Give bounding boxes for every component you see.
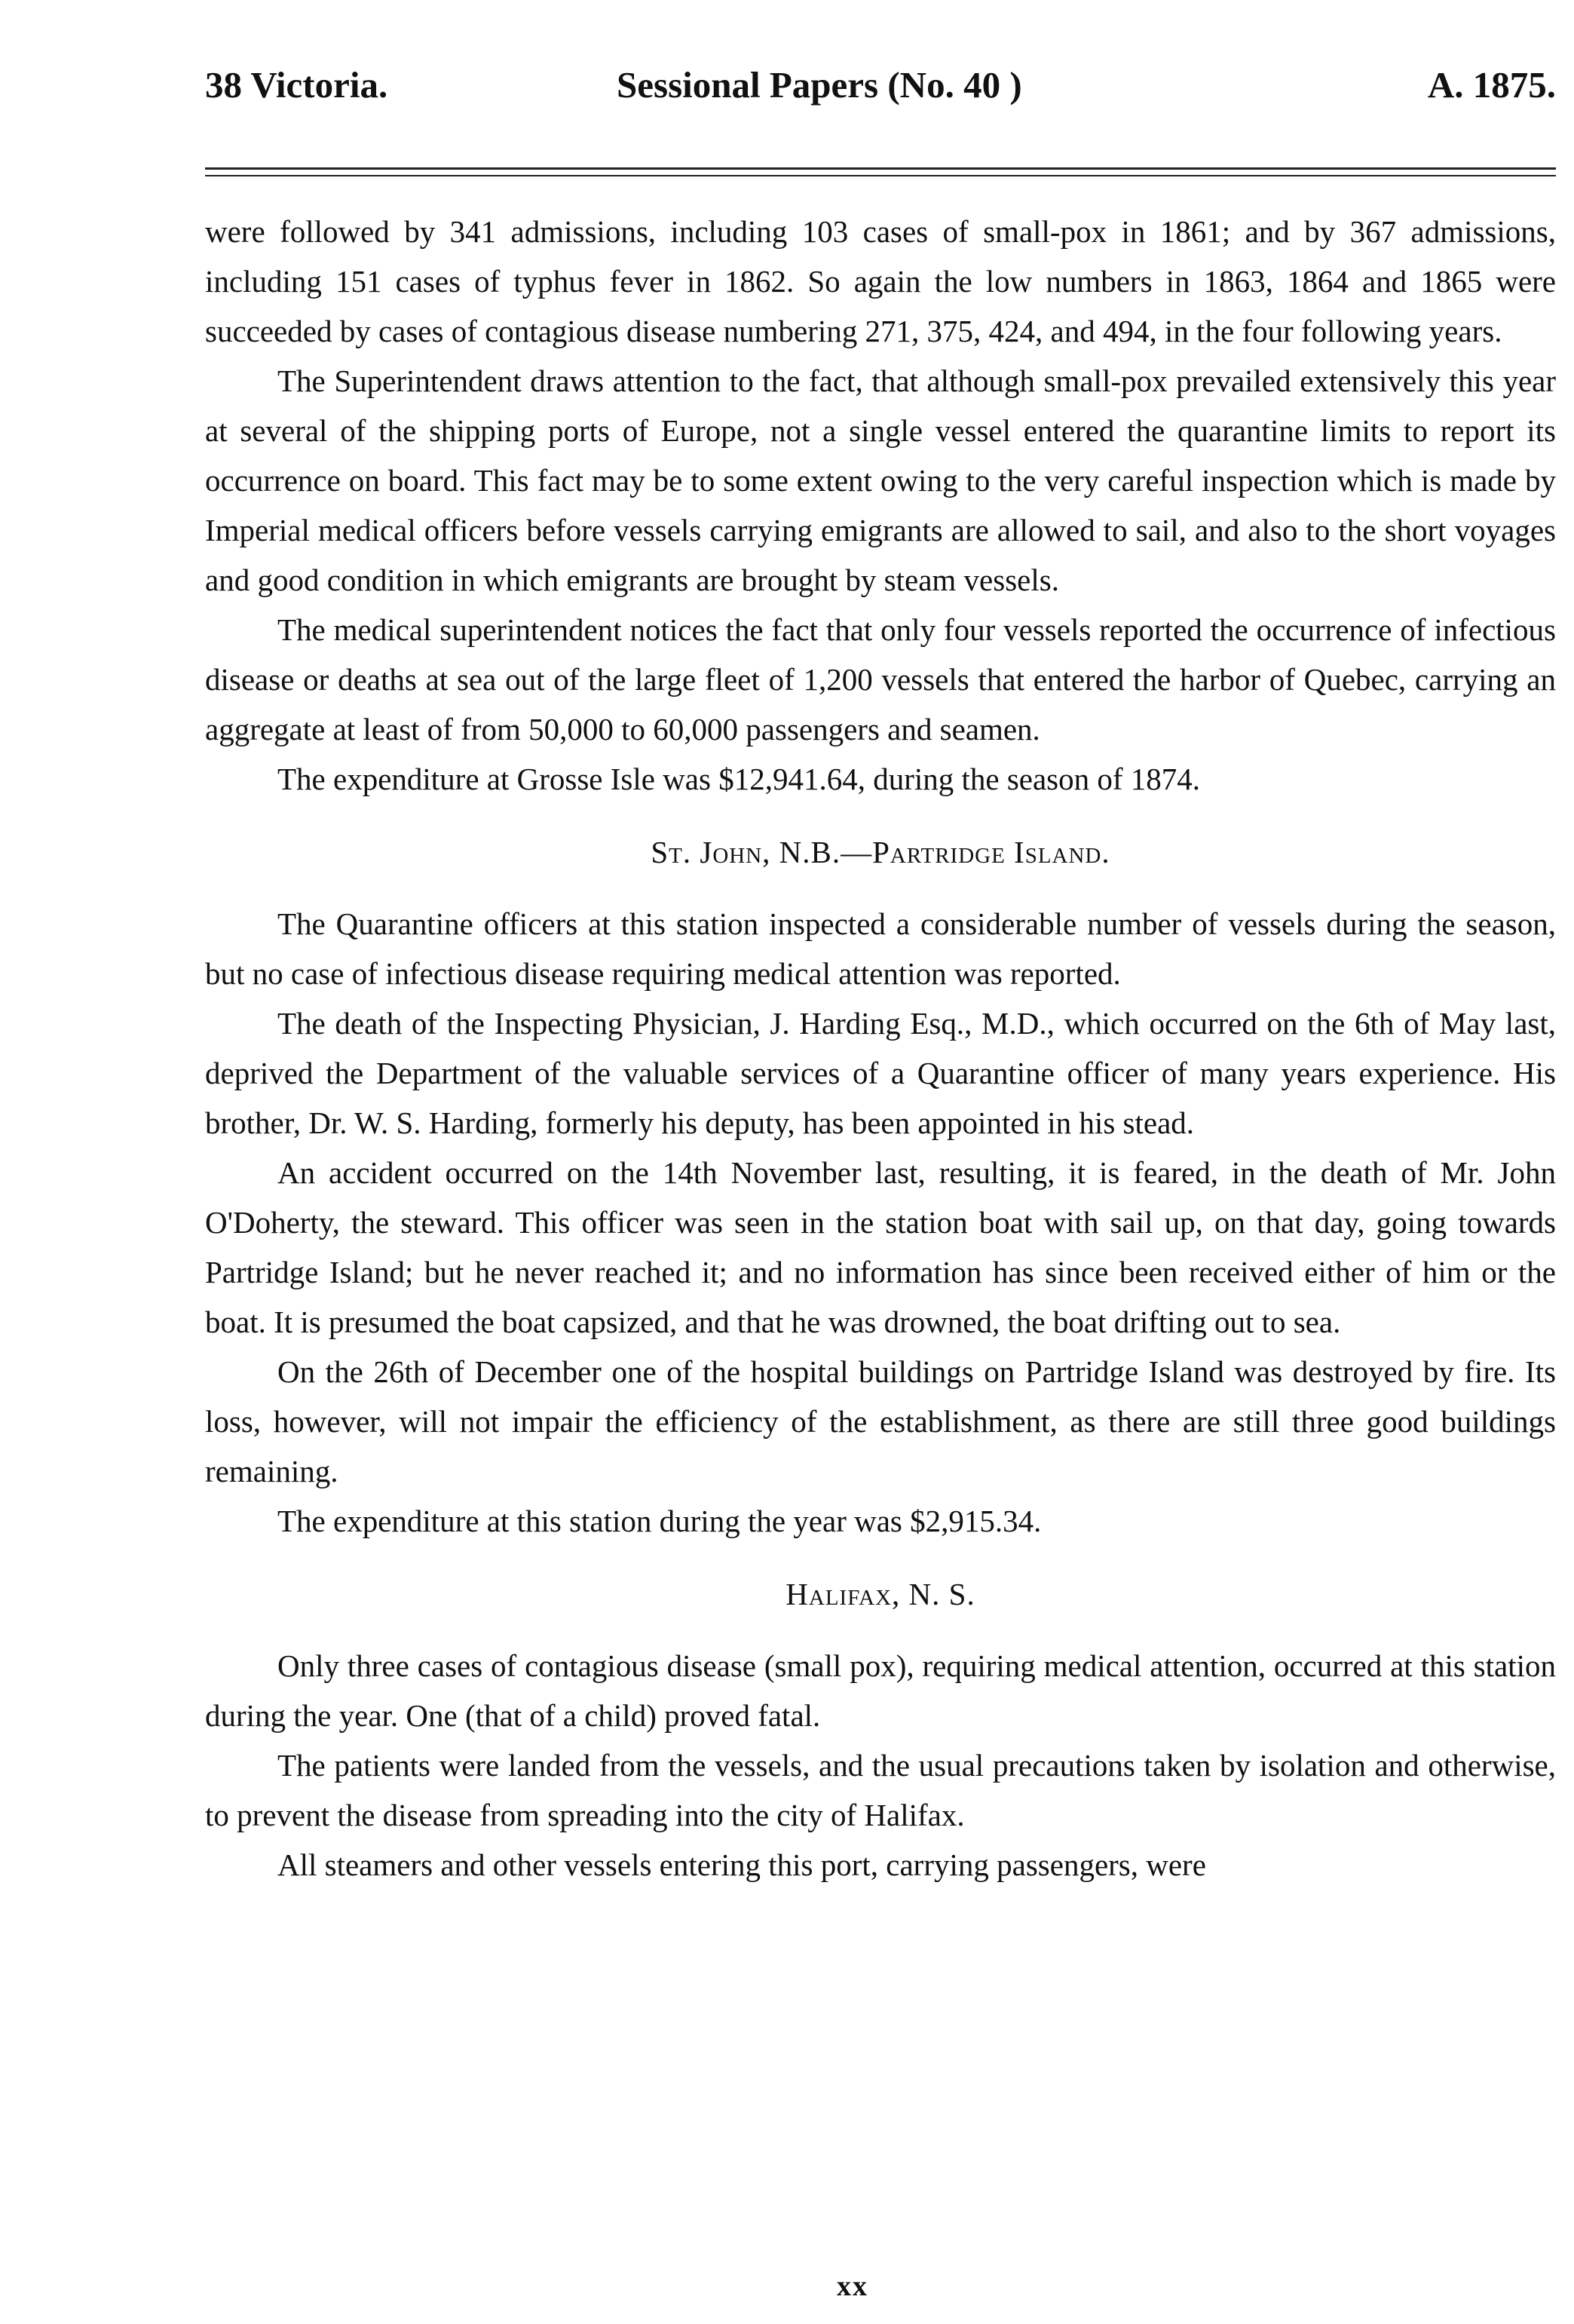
- paragraph: The Superintendent draws attention to the fact, that although small-pox prevailed extensively this year at several of the shipping ports of Europe, not a single vessel entered the quarantine limits to report its occurrence on board. This fact may be to some extent owing to the very careful inspection which is made by Imperial medical officers before vessels carrying emigrants are allowed to sail, and also to the short voyages and good condition in which emigrants are brought by steam vessels.: [205, 363, 1556, 597]
- page-header: [205, 63, 1556, 124]
- header-rule-top: [205, 167, 1556, 170]
- paragraph: Only three cases of contagious disease (small pox), requiring medical attention, occurred at this station during the year. One (that of a child) proved fatal.: [205, 1648, 1556, 1733]
- header-year: A. 1875.: [1427, 64, 1556, 106]
- paragraph: The expenditure at Grosse Isle was $12,941.64, during the season of 1874.: [277, 762, 1201, 796]
- signature-mark: xx: [837, 2270, 868, 2302]
- paragraph: The patients were landed from the vessels, and the usual precautions taken by isolation and otherwise, to prevent the disease from spreading into the city of Halifax.: [205, 1748, 1556, 1832]
- paragraph: All steamers and other vessels entering this port, carrying passengers, were: [277, 1847, 1206, 1882]
- paragraph: The expenditure at this station during the year was $2,915.34.: [277, 1504, 1042, 1538]
- header-session: 38 Victoria.: [205, 64, 388, 106]
- header-sessional-papers: Sessional Papers (No. 40 ): [617, 64, 1022, 106]
- body-text: [205, 207, 1556, 1890]
- paragraph: The death of the Inspecting Physician, J. Harding Esq., M.D., which occurred on the 6th of May last, deprived the Department of the valuable services of a Quarantine officer of many years experience. His brother, Dr. W. S. Harding, formerly his deputy, has been appointed in his stead.: [205, 1006, 1556, 1140]
- paragraph: were followed by 341 admissions, including 103 cases of small-pox in 1861; and by 367 admissions, including 151 cases of typhus fever in 1862. So again the low numbers in 1863, 1864 and 1865 were succeeded by cases of contagious disease numbering 271, 375, 424, and 494, in the four following years.: [205, 214, 1556, 348]
- paragraph: The medical superintendent notices the fact that only four vessels reported the occurrence of infectious disease or deaths at sea out of the large fleet of 1,200 vessels that entered the harbor of Quebec, carrying an aggregate at least of from 50,000 to 60,000 passengers and seamen.: [205, 612, 1556, 747]
- paragraph: The Quarantine officers at this station inspected a considerable number of vessels during the season, but no case of infectious disease requiring medical attention was reported.: [205, 906, 1556, 991]
- section-heading-st-john: St. John, N.B.—Partridge Island.: [651, 835, 1110, 869]
- header-rule-bottom: [205, 175, 1556, 176]
- paragraph: An accident occurred on the 14th November last, resulting, it is feared, in the death of Mr. John O'Doherty, the steward. This officer was seen in the station boat with sail up, on that day, going towards Partridge Island; but he never reached it; and no information has since been received either of him or the boat. It is presumed the boat capsized, and that he was drowned, the boat drifting out to sea.: [205, 1155, 1556, 1339]
- section-heading-halifax: Halifax, N. S.: [785, 1577, 975, 1611]
- paragraph: On the 26th of December one of the hospital buildings on Partridge Island was destroyed by fire. Its loss, however, will not impair the efficiency of the establishment, as there are still three good buildings remaining.: [205, 1354, 1556, 1489]
